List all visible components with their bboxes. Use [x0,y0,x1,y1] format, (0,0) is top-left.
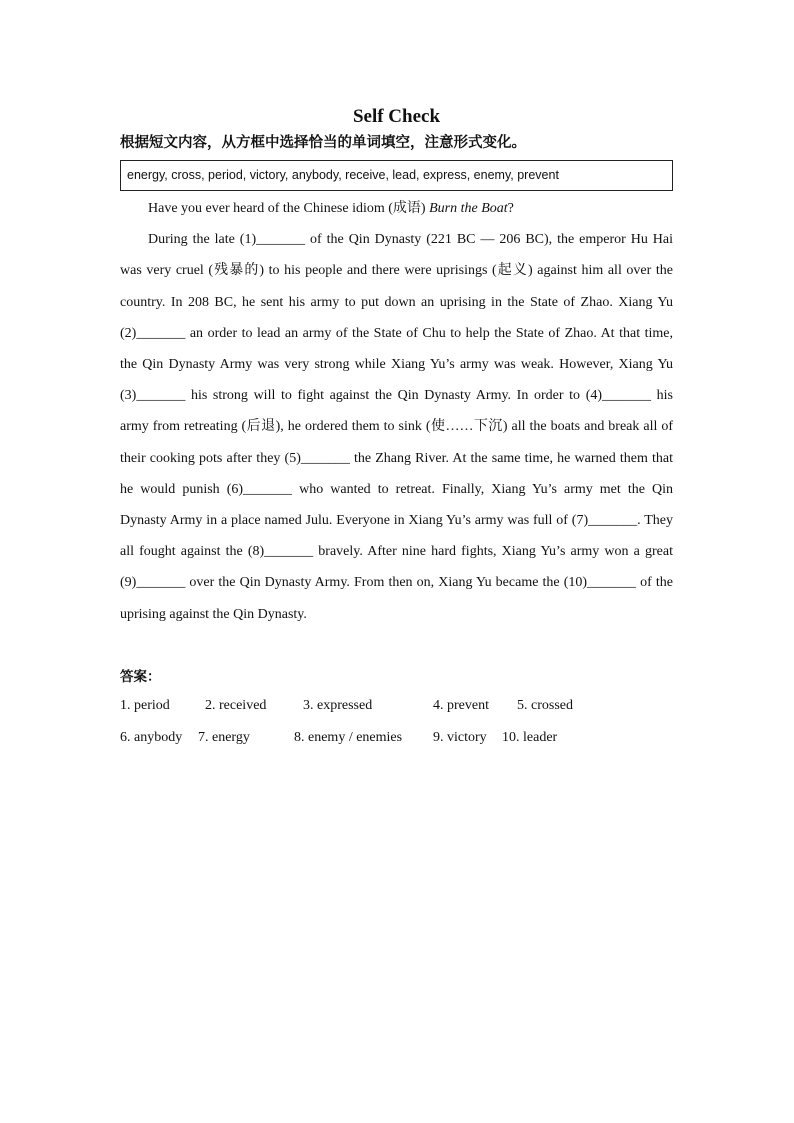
answer-item: 1. period [120,697,170,713]
answer-item: 9. victory [433,729,487,745]
paragraph-1-end: ? [507,201,514,216]
answer-item: 2. received [205,697,267,713]
document-page [120,100,673,766]
paragraph-1-text: Have you ever heard of the Chinese idiom (成语) [148,201,430,216]
answer-item: 3. expressed [303,697,373,713]
answer-item: 7. energy [198,729,250,745]
answer-item: 10. leader [502,729,558,745]
answer-item: 4. prevent [433,697,489,713]
answer-item: 5. crossed [517,697,573,713]
passage-paragraph-2: During the late (1)_______ of the Qin Dynasty (221 BC — 206 BC), the emperor Hu Hai was very cruel (残暴的) to his people and there were uprisings (起义) against him all over the country. In 208 BC, he sent his army to put down an uprising in the State of Zhao. Xiang Yu (2)_______ an order to lead an army of the State of Chu to help the State of Zhao. At that time, the Qin Dynasty Army was very strong while Xiang Yu’s army was weak. However, Xiang Yu (3)_______ his strong will to fight against the Qin Dynasty Army. In order to (4)_______ his army from retreating (后退), he ordered them to sink (使……下沉) all the boats and break all of their cooking pots after they (5)_______ the Zhang River. At the same time, he warned them that he would punish (6)_______ who wanted to retreat. Finally, Xiang Yu’s army met the Qin Dynasty Army in a place named Julu. Everyone in Xiang Yu’s army was full of (7)_______. They all fought against the (8)_______ bravely. After nine hard fights, Xiang Yu’s army won a great (9)_______ over the Qin Dynasty Army. From then on, Xiang Yu became the (10)_______ of the uprising against the Qin Dynasty. [120,232,673,622]
answers-heading: 答案： [120,668,161,685]
word-bank-box: energy, cross, period, victory, anybody, receive, lead, express, enemy, prevent [120,160,673,191]
passage-paragraph-1 [120,193,673,224]
page-title: Self Check [352,106,441,127]
answer-item: 6. anybody [120,729,183,745]
idiom-title: Burn the Boat [429,201,508,216]
answer-item: 8. enemy / enemies [294,729,403,745]
passage [120,193,673,630]
answer-list [120,696,673,766]
instruction-text: 根据短文内容，从方框中选择恰当的单词填空，注意形式变化。 [120,135,526,151]
